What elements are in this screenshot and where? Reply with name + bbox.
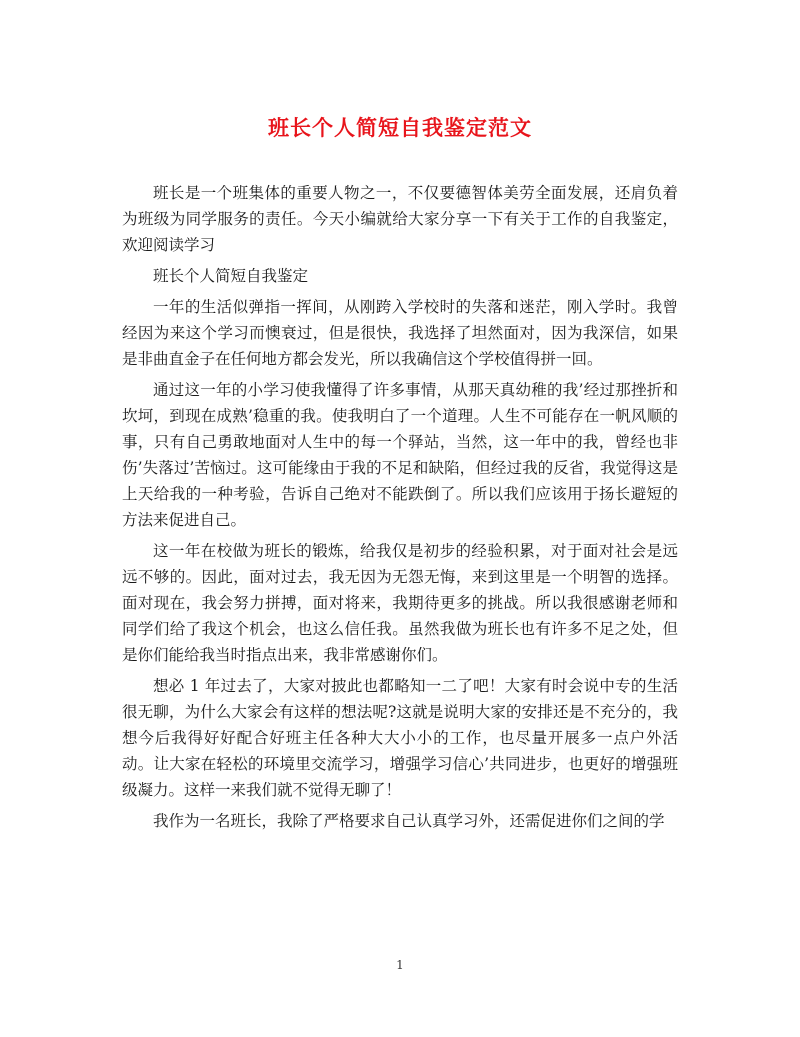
document-body xyxy=(122,180,678,834)
paragraph-body-5: 我作为一名班长，我除了严格要求自己认真学习外，还需促进你们之间的学 xyxy=(153,812,665,830)
paragraph-body-4: 想必 1 年过去了，大家对披此也都略知一二了吧！大家有时会说中专的生活很无聊，为什么大家会有这样的想法呢?这就是说明大家的安排还是不充分的，我想今后我得好好配合好班主任各种大大小小的工作，也尽量开展多一点户外活动。让大家在轻松的环境里交流学习，增强学习信心’共同进步，也更好的增强班级凝力。这样一来我们就不觉得无聊了！ xyxy=(122,677,678,799)
paragraph-body-3: 这一年在校做为班长的锻炼，给我仅是初步的经验积累，对于面对社会是远远不够的。因此，面对过去，我无因为无怨无悔，来到这里是一个明智的选择。面对现在，我会努力拼搏，面对将来，我期待更多的挑战。所以我很感谢老师和同学们给了我这个机会，也这么信任我。虽然我做为班长也有许多不足之处，但是你们能给我当时指点出来，我非常感谢你们。 xyxy=(122,542,678,664)
paragraph-subtitle: 班长个人简短自我鉴定 xyxy=(153,267,309,285)
paragraph-body-1: 一年的生活似弹指一挥间，从刚跨入学校时的失落和迷茫，刚入学时。我曾经因为来这个学习而懊衰过，但是很快，我选择了坦然面对，因为我深信，如果是非曲直金子在任何地方都会发光，所以我确信这个学校值得拼一回。 xyxy=(122,298,678,368)
paragraph-intro: 班长是一个班集体的重要人物之一，不仅要德智体美劳全面发展，还肩负着为班级为同学服务的责任。今天小编就给大家分享一下有关于工作的自我鉴定，欢迎阅读学习 xyxy=(122,184,678,254)
paragraph-body-2: 通过这一年的小学习使我懂得了许多事情，从那天真幼稚的我’经过那挫折和坎坷，到现在成熟’稳重的我。使我明白了一个道理。人生不可能存在一帆风顺的事，只有自己勇敢地面对人生中的每一个驿站，当然，这一年中的我，曾经也非伤’失落过’苦恼过。这可能缘由于我的不足和缺陷，但经过我的反省，我觉得这是上天给我的一种考验，告诉自己绝对不能跌倒了。所以我们应该用于扬长避短的方法来促进自己。 xyxy=(122,381,678,529)
page-number: 1 xyxy=(396,958,404,972)
document-title: 班长个人简短自我鉴定范文 xyxy=(268,115,532,140)
